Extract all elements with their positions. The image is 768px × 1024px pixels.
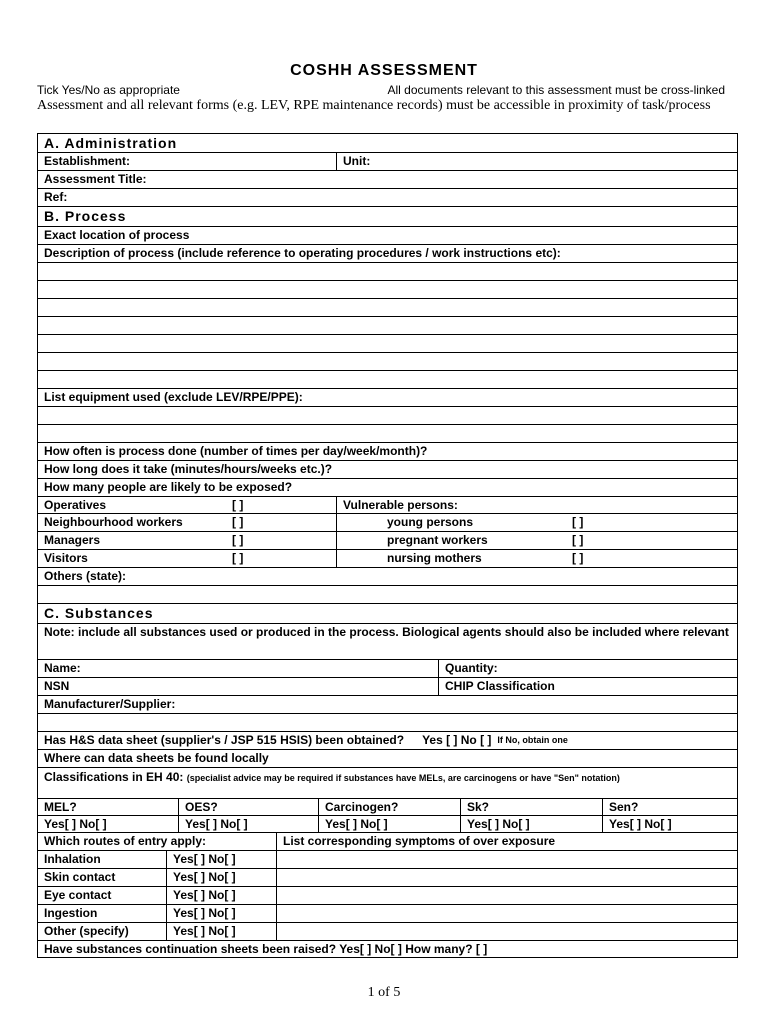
neighbourhood-box[interactable]: [ ] [232, 515, 244, 529]
route-row [37, 886, 738, 904]
accessibility-note: Assessment and all relevant forms (e.g. LEV, RPE maintenance records) must be accessible in proximity of task/process [37, 98, 711, 113]
visitors-box[interactable]: [ ] [232, 551, 244, 565]
exposure-row [37, 549, 738, 567]
oes-header: OES? [178, 799, 318, 815]
route-label: Skin contact [44, 870, 116, 884]
manufacturer-row [37, 695, 738, 713]
sk-header: Sk? [460, 799, 602, 815]
equipment-blank-line[interactable] [37, 424, 738, 442]
neighbourhood-label: Neighbourhood workers [44, 515, 183, 529]
route-label: Inhalation [44, 852, 101, 866]
route-checkboxes[interactable]: Yes[ ] No[ ] [166, 923, 276, 940]
cross-link-instruction: All documents relevant to this assessment must be cross-linked [387, 83, 725, 97]
nsn-field[interactable]: NSN [44, 679, 70, 693]
oes-checkboxes[interactable]: Yes[ ] No[ ] [178, 816, 318, 832]
instruction-line [37, 83, 725, 98]
route-checkboxes[interactable]: Yes[ ] No[ ] [166, 887, 276, 904]
route-label: Ingestion [44, 906, 98, 920]
sen-header: Sen? [602, 799, 737, 815]
route-checkboxes[interactable]: Yes[ ] No[ ] [166, 851, 276, 868]
route-checkboxes[interactable]: Yes[ ] No[ ] [166, 905, 276, 922]
assessment-title-field[interactable]: Assessment Title: [44, 172, 147, 186]
vulnerable-label: Vulnerable persons: [336, 497, 737, 513]
exact-location-row [37, 226, 738, 244]
how-often-row [37, 442, 738, 460]
classifications-note: (specialist advice may be required if substances have MELs, are carcinogens or have "Sen" notation) [186, 773, 620, 783]
ref-row [37, 188, 738, 206]
visitors-label: Visitors [44, 551, 88, 565]
description-blank-line[interactable] [37, 370, 738, 388]
classification-headers-row [37, 798, 738, 815]
carcinogen-header: Carcinogen? [318, 799, 460, 815]
tick-instruction: Tick Yes/No as appropriate [37, 83, 180, 97]
data-sheet-location-row [37, 749, 738, 767]
classifications-label: Classifications in EH 40: [44, 770, 184, 784]
description-blank-line[interactable] [37, 298, 738, 316]
others-blank-line[interactable] [37, 585, 738, 603]
mel-checkboxes[interactable]: Yes[ ] No[ ] [44, 816, 107, 831]
data-sheet-checkboxes[interactable]: Yes [ ] No [ ] [422, 733, 492, 747]
route-label: Other (specify) [44, 924, 129, 938]
symptoms-field[interactable] [276, 905, 737, 922]
symptoms-header: List corresponding symptoms of over exposure [276, 833, 737, 850]
routes-header-row [37, 832, 738, 850]
substances-note: Note: include all substances used or produced in the process. Biological agents should also be included where relevant [44, 625, 729, 639]
equipment-blank-line[interactable] [37, 406, 738, 424]
quantity-field[interactable]: Quantity: [438, 660, 737, 677]
nsn-row [37, 677, 738, 695]
description-blank-line[interactable] [37, 334, 738, 352]
route-row [37, 922, 738, 940]
route-label: Eye contact [44, 888, 112, 902]
data-sheet-instruction: If No, obtain one [497, 735, 568, 745]
equipment-row [37, 388, 738, 406]
nursing-mothers-label: nursing mothers [336, 550, 566, 567]
data-sheet-label: Has H&S data sheet (supplier's / JSP 515 HSIS) been obtained? [44, 733, 405, 747]
others-row [37, 567, 738, 585]
classifications-text [38, 768, 737, 798]
note-row [37, 623, 738, 659]
description-row [37, 244, 738, 262]
sen-checkboxes[interactable]: Yes[ ] No[ ] [602, 816, 737, 832]
description-blank-line[interactable] [37, 262, 738, 280]
symptoms-field[interactable] [276, 869, 737, 886]
manufacturer-blank-line[interactable] [37, 713, 738, 731]
classifications-row [37, 767, 738, 798]
establishment-field[interactable]: Establishment: [44, 154, 131, 168]
section-b-header [37, 206, 738, 226]
name-row [37, 659, 738, 677]
section-c-header [37, 603, 738, 623]
pregnant-workers-box[interactable]: [ ] [572, 533, 584, 547]
data-sheet-location-field[interactable]: Where can data sheets be found locally [44, 751, 269, 765]
equipment-label: List equipment used (exclude LEV/RPE/PPE): [44, 390, 303, 404]
coshh-form [37, 133, 738, 958]
how-many-field[interactable]: How many people are likely to be exposed? [44, 480, 293, 494]
description-blank-line[interactable] [37, 352, 738, 370]
description-blank-line[interactable] [37, 280, 738, 298]
others-field[interactable]: Others (state): [44, 569, 127, 583]
chip-field[interactable]: CHIP Classification [438, 678, 737, 695]
data-sheet-row [37, 731, 738, 749]
exposure-row [37, 496, 738, 513]
continuation-row [37, 940, 738, 958]
symptoms-field[interactable] [276, 851, 737, 868]
route-row [37, 868, 738, 886]
symptoms-field[interactable] [276, 923, 737, 940]
managers-box[interactable]: [ ] [232, 533, 244, 547]
mel-header: MEL? [44, 799, 77, 814]
operatives-label: Operatives [44, 497, 107, 512]
exposure-row [37, 531, 738, 549]
data-sheet-question [38, 732, 737, 749]
how-often-field[interactable]: How often is process done (number of times per day/week/month)? [44, 444, 428, 458]
section-c-heading: C. Substances [44, 605, 154, 621]
manufacturer-field[interactable]: Manufacturer/Supplier: [44, 697, 176, 711]
exposure-row [37, 513, 738, 531]
young-persons-label: young persons [336, 514, 566, 531]
carcinogen-checkboxes[interactable]: Yes[ ] No[ ] [318, 816, 460, 832]
continuation-field[interactable]: Have substances continuation sheets been raised? Yes[ ] No[ ] How many? [ ] [44, 941, 488, 956]
route-row [37, 904, 738, 922]
section-b-heading: B. Process [44, 208, 127, 224]
route-checkboxes[interactable]: Yes[ ] No[ ] [166, 869, 276, 886]
sk-checkboxes[interactable]: Yes[ ] No[ ] [460, 816, 602, 832]
description-label: Description of process (include reference to operating procedures / work instructions etc): [44, 246, 561, 260]
routes-header: Which routes of entry apply: [44, 834, 207, 848]
unit-field[interactable]: Unit: [336, 153, 737, 170]
pregnant-workers-label: pregnant workers [336, 532, 566, 549]
ref-field[interactable]: Ref: [44, 190, 68, 204]
route-row [37, 850, 738, 868]
section-a-header [37, 133, 738, 152]
section-a-heading: A. Administration [44, 134, 178, 151]
how-long-field[interactable]: How long does it take (minutes/hours/weeks etc.)? [44, 462, 333, 476]
document-title: COSHH ASSESSMENT [290, 62, 478, 79]
establishment-row [37, 152, 738, 170]
assessment-title-row [37, 170, 738, 188]
how-long-row [37, 460, 738, 478]
nursing-mothers-box[interactable]: [ ] [572, 551, 584, 565]
managers-label: Managers [44, 533, 101, 547]
symptoms-field[interactable] [276, 887, 737, 904]
description-blank-line[interactable] [37, 316, 738, 334]
operatives-box[interactable]: [ ] [232, 497, 244, 512]
classification-yn-row [37, 815, 738, 832]
page-number: 1 of 5 [367, 985, 401, 1000]
young-persons-box[interactable]: [ ] [572, 515, 584, 529]
how-many-row [37, 478, 738, 496]
exact-location-field[interactable]: Exact location of process [44, 228, 190, 242]
name-field[interactable]: Name: [44, 661, 81, 675]
